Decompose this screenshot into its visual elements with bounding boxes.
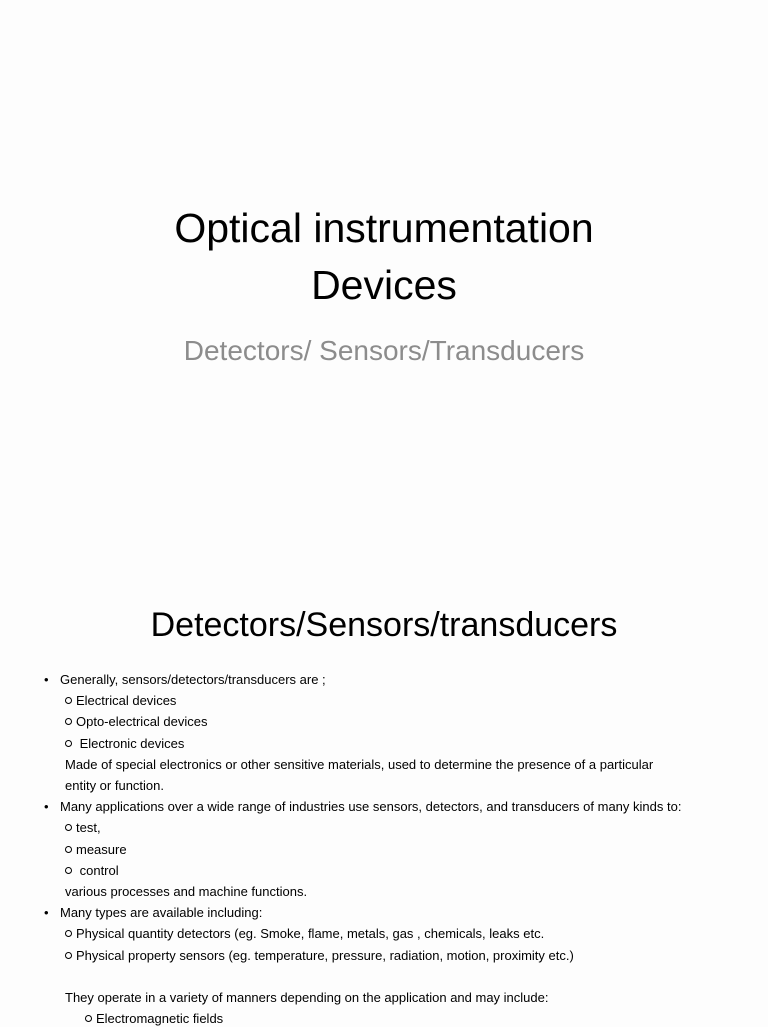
list-item-text: Physical quantity detectors (eg. Smoke, flame, metals, gas , chemicals, leaks etc. xyxy=(76,926,545,942)
circle-bullet-icon xyxy=(65,930,72,937)
circle-bullet-icon xyxy=(85,1015,92,1022)
circle-bullet-icon xyxy=(65,846,72,853)
list-item-text: Electromagnetic fields xyxy=(96,1011,224,1027)
content-slide-title: Detectors/Sensors/transducers xyxy=(150,606,618,644)
list-item-text: various processes and machine functions. xyxy=(65,884,308,899)
list-item-text: They operate in a variety of manners depending on the application and may include: xyxy=(65,990,549,1005)
list-item xyxy=(65,693,176,709)
list-item xyxy=(65,842,127,858)
list-item-text: Physical property sensors (eg. temperature, pressure, radiation, motion, proximity etc.) xyxy=(76,947,574,963)
list-item xyxy=(65,714,208,730)
list-item-text: test, xyxy=(76,820,101,836)
bullet-dot: • xyxy=(44,799,49,815)
list-item xyxy=(85,1011,223,1027)
list-item xyxy=(65,736,184,752)
list-item-text: Electrical devices xyxy=(76,693,177,709)
list-item-text: entity or function. xyxy=(65,778,164,793)
list-item xyxy=(65,948,574,964)
slide-title-line-1: Optical instrumentation xyxy=(174,205,594,251)
list-item-text: Made of special electronics or other sensitive materials, used to determine the presence of a particular xyxy=(65,756,654,772)
list-item xyxy=(65,884,307,900)
circle-bullet-icon xyxy=(65,867,72,874)
list-item-text: Many types are available including: xyxy=(60,905,263,921)
list-item xyxy=(65,863,119,879)
list-item xyxy=(65,820,101,836)
list-item xyxy=(65,757,653,773)
list-item-text: control xyxy=(76,862,119,878)
list-item xyxy=(60,905,262,921)
bullet-dot: • xyxy=(44,905,49,921)
list-item-text: Generally, sensors/detectors/transducers are ; xyxy=(60,672,326,687)
circle-bullet-icon xyxy=(65,824,72,831)
slide-subtitle: Detectors/ Sensors/Transducers xyxy=(183,335,585,366)
content-slide xyxy=(0,576,768,1027)
list-item-text: measure xyxy=(76,841,127,857)
circle-bullet-icon xyxy=(65,718,72,725)
list-item xyxy=(65,778,164,794)
list-item xyxy=(65,990,548,1006)
list-item xyxy=(65,926,544,942)
circle-bullet-icon xyxy=(65,740,72,747)
circle-bullet-icon xyxy=(65,697,72,704)
slide-title-line-2: Devices xyxy=(311,262,457,308)
list-item xyxy=(60,799,681,815)
list-item xyxy=(60,672,326,688)
bullet-dot: • xyxy=(44,672,49,687)
list-item-text: Opto-electrical devices xyxy=(76,714,208,730)
circle-bullet-icon xyxy=(65,952,72,959)
list-item-text: Many applications over a wide range of industries use sensors, detectors, and transducers of many kinds to: xyxy=(60,799,682,815)
list-item-text: Electronic devices xyxy=(76,735,185,751)
